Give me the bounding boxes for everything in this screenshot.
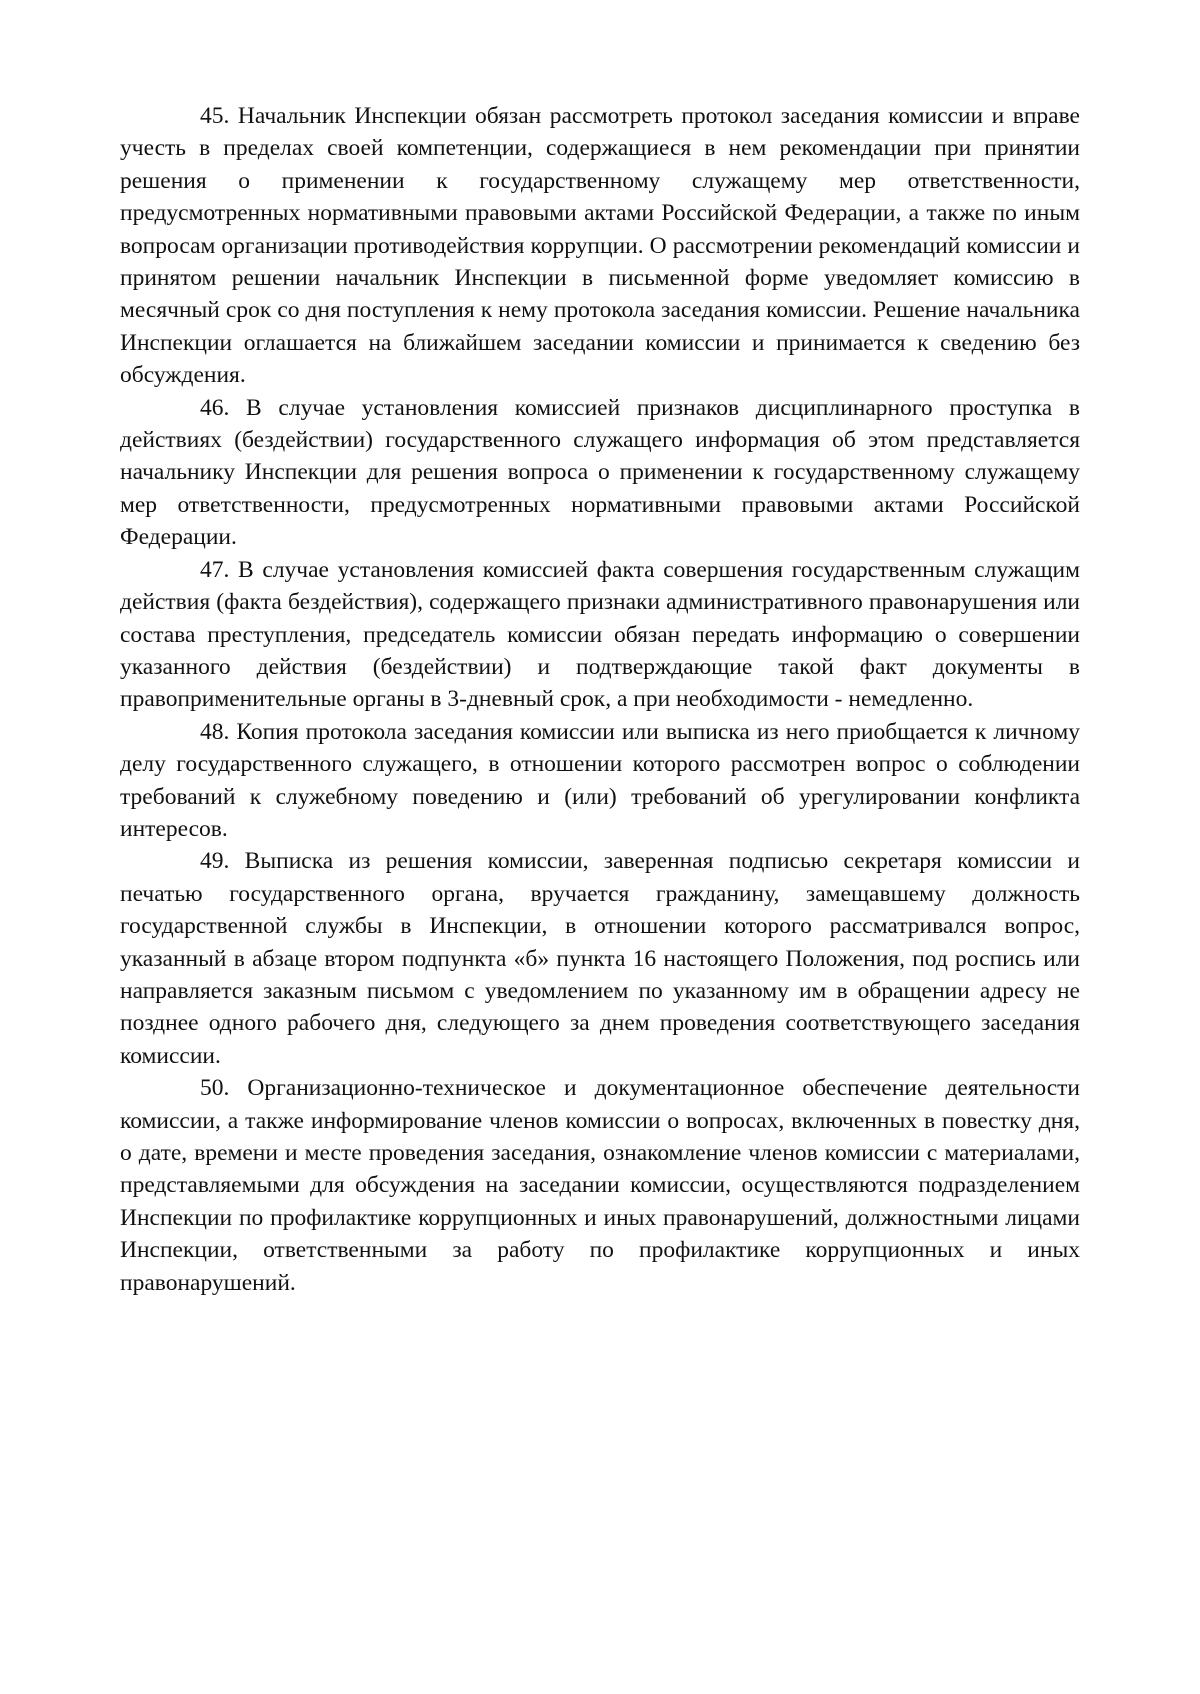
paragraph-49: 49. Выписка из решения комиссии, заверенная подписью секретаря комиссии и печатью государственного органа, вручается гражданину, замещавшему должность государственной службы в Инспекции, в отношении которого рассматривался вопрос, указанный в абзаце втором подпункта «б» пункта 16 настоящего Положения, под роспись или направляется заказным письмом с уведомлением по указанному им в обращении адресу не позднее одного рабочего дня, следующего за днем проведения соответствующего заседания комиссии.: [120, 848, 1080, 1069]
paragraph-46: 46. В случае установления комиссией признаков дисциплинарного проступка в действиях (бездействии) государственного служащего информация об этом представляется начальнику Инспекции для решения вопроса о применении к государственному служащему мер ответственности, предусмотренных нормативными правовыми актами Российской Федерации.: [120, 394, 1080, 551]
document-page: [120, 100, 1080, 1299]
paragraph-45: 45. Начальник Инспекции обязан рассмотреть протокол заседания комиссии и вправе учесть в пределах своей компетенции, содержащиеся в нем рекомендации при принятии решения о применении к государственному служащему мер ответственности, предусмотренных нормативными правовыми актами Российской Федерации, а также по иным вопросам организации противодействия коррупции. О рассмотрении рекомендаций комиссии и принятом решении начальник Инспекции в письменной форме уведомляет комиссию в месячный срок со дня поступления к нему протокола заседания комиссии. Решение начальника Инспекции оглашается на ближайшем заседании комиссии и принимается к сведению без обсуждения.: [120, 103, 1080, 389]
paragraph-48: 48. Копия протокола заседания комиссии или выписка из него приобщается к личному делу государственного служащего, в отношении которого рассмотрен вопрос о соблюдении требований к служебному поведению и (или) требований об урегулировании конфликта интересов.: [120, 718, 1080, 842]
paragraph-50: 50. Организационно-техническое и документационное обеспечение деятельности комиссии, а также информирование членов комиссии о вопросах, включенных в повестку дня, о дате, времени и месте проведения заседания, ознакомление членов комиссии с материалами, представляемыми для обсуждения на заседании комиссии, осуществляются подразделением Инспекции по профилактике коррупционных и иных правонарушений, должностными лицами Инспекции, ответственными за работу по профилактике коррупционных и иных правонарушений.: [120, 1075, 1080, 1296]
paragraph-47: 47. В случае установления комиссией факта совершения государственным служащим действия (факта бездействия), содержащего признаки административного правонарушения или состава преступления, председатель комиссии обязан передать информацию о совершении указанного действия (бездействии) и подтверждающие такой факт документы в правоприменительные органы в 3-дневный срок, а при необходимости - немедленно.: [120, 556, 1080, 713]
